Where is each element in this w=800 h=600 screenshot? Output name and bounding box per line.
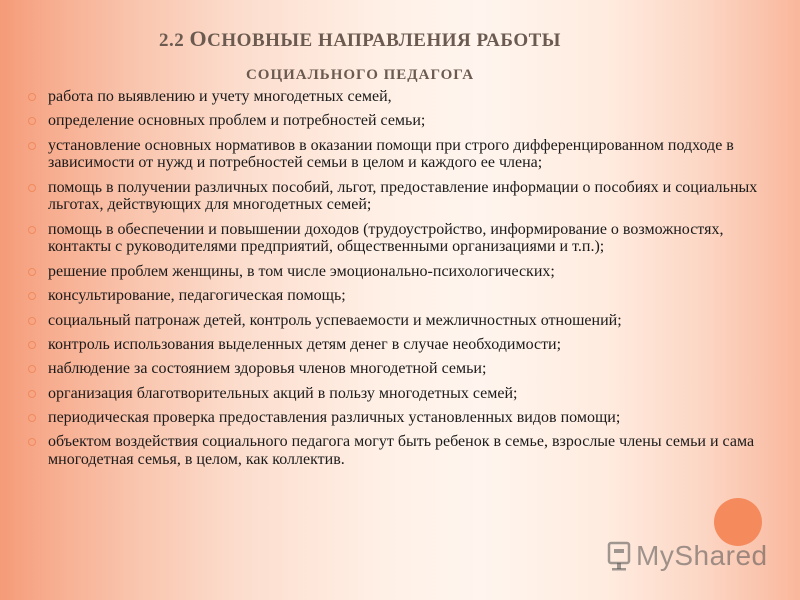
list-item — [28, 221, 764, 256]
list-item — [28, 112, 764, 130]
list-item-text: помощь в обеспечении и повышении доходов (трудоустройство, информирование о возможностях, контакты с руководителями предприятий, общественными организациями и т.п.); — [48, 220, 724, 256]
list-item-text: контроль использования выделенных детям денег в случае необходимости; — [48, 335, 562, 353]
bullet-icon — [28, 390, 36, 398]
list-item — [28, 287, 764, 305]
list-item-text: консультирование, педагогическая помощь; — [48, 287, 346, 305]
list-item-text: периодическая проверка предоставления различных установленных видов помощи; — [48, 409, 621, 427]
list-item — [28, 179, 764, 214]
list-item — [28, 312, 764, 330]
list-item-text: определение основных проблем и потребностей семьи; — [48, 112, 426, 130]
bullet-icon — [28, 365, 36, 373]
title-rest: СНОВНЫЕ НАПРАВЛЕНИЯ РАБОТЫ — [207, 30, 561, 51]
list-item-text: работа по выявлению и учету многодетных семей, — [48, 88, 392, 105]
list-item — [28, 360, 764, 378]
list-item-text: социальный патронаж детей, контроль успеваемости и межличностных отношений; — [48, 311, 622, 329]
bullet-icon — [28, 117, 36, 125]
bullet-icon — [28, 317, 36, 325]
bullet-icon — [28, 184, 36, 192]
list-item — [28, 336, 764, 354]
list-item-text: организация благотворительных акций в пользу многодетных семей; — [48, 384, 518, 402]
list-item — [28, 385, 764, 403]
bullet-icon — [28, 268, 36, 276]
title-line-1 — [0, 22, 720, 58]
watermark-text: MyShared — [636, 540, 768, 571]
bullet-icon — [28, 414, 36, 422]
title-prefix: 2.2 — [159, 30, 190, 51]
list-item — [28, 88, 764, 106]
bullet-icon — [28, 341, 36, 349]
bullet-icon — [28, 292, 36, 300]
list-item-text: помощь в получении различных пособий, льгот, предоставление информации о пособиях и социальных льготах, действующих для многодетных семей; — [48, 178, 758, 214]
list-item — [28, 433, 764, 468]
list-item-text: наблюдение за состоянием здоровья членов многодетной семьи; — [48, 360, 487, 378]
bullet-icon — [28, 142, 36, 150]
bullet-icon — [28, 93, 36, 101]
title-line-2: СОЦИАЛЬНОГО ПЕДАГОГА — [245, 67, 475, 83]
title-big-letter: О — [189, 26, 208, 51]
list-item — [28, 137, 764, 172]
list-item-text: объектом воздействия социального педагога могут быть ребенок в семье, взрослые члены семьи и сама многодетная семья, в целом, как коллектив. — [48, 433, 755, 469]
list-item — [28, 409, 764, 427]
bullet-icon — [28, 226, 36, 234]
list-item-text: установление основных нормативов в оказании помощи при строго дифференцированном подходе в зависимости от нужд и потребностей семьи в целом и каждого ее члена; — [48, 136, 734, 172]
slide-title — [0, 22, 720, 92]
list-item-text: решение проблем женщины, в том числе эмоционально-психологических; — [48, 262, 555, 280]
bullet-list — [28, 88, 764, 475]
list-item — [28, 263, 764, 281]
logo-icon — [606, 541, 632, 571]
watermark — [606, 538, 768, 574]
bullet-icon — [28, 438, 36, 446]
